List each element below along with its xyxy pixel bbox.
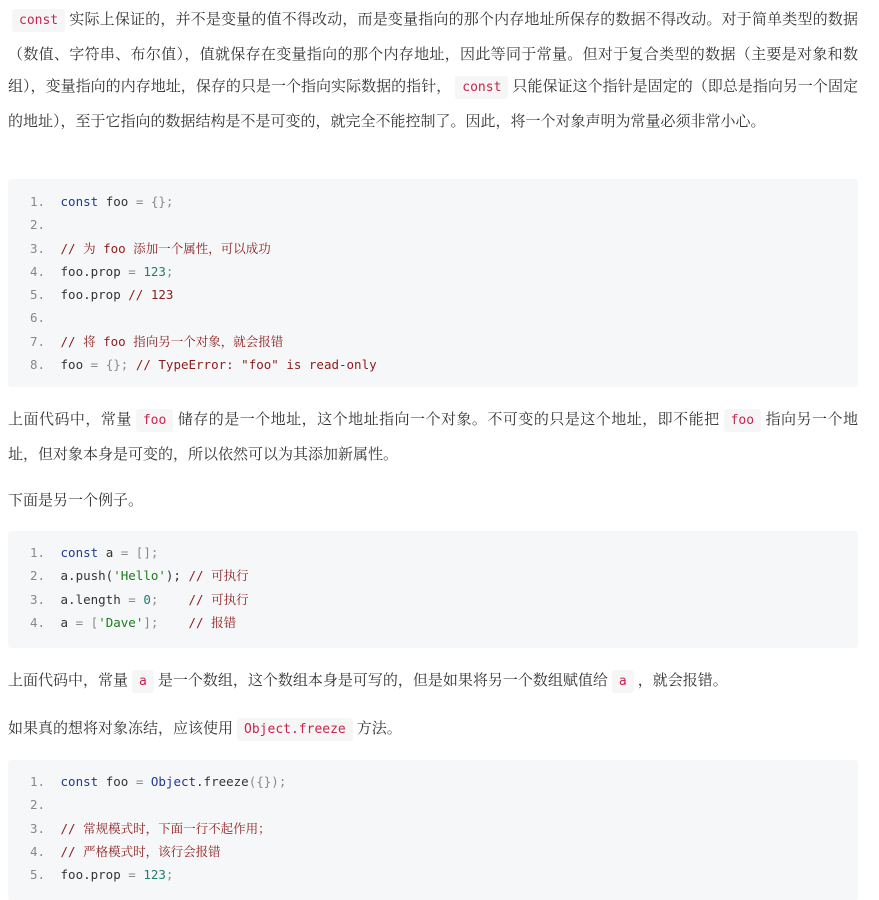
- code-token: // 123: [128, 287, 174, 303]
- code-token: .freeze: [196, 774, 249, 789]
- code-token: ;: [150, 591, 159, 607]
- paragraph-array-explanation: [8, 664, 858, 699]
- code-block-freeze: [8, 760, 858, 900]
- paragraph-text: 只能保证这个指针是固定的（即总是指向另一个固定的地址），至于它指向的数据结构是不是可变的，就完全不能控制了。因此，将一个对象声明为常量必须非常小心。: [8, 77, 858, 130]
- code-line: [30, 213, 858, 236]
- line-number: 4.: [30, 843, 46, 859]
- paragraph-text: 指向另一个地址，但对象本身是可变的，所以依然可以为其添加新属性。: [8, 410, 858, 463]
- code-token: =: [135, 194, 144, 209]
- line-number: 2.: [30, 797, 46, 813]
- code-token: [158, 615, 188, 630]
- line-number: 3.: [30, 820, 46, 836]
- code-token: 123: [143, 867, 166, 883]
- code-token: ;: [165, 263, 174, 279]
- code-line: [30, 190, 858, 213]
- code-token: foo: [60, 357, 91, 373]
- code-token: =: [75, 614, 84, 630]
- line-number: 4.: [30, 614, 46, 630]
- code-token: );: [165, 568, 181, 584]
- code-token: const: [60, 545, 99, 560]
- code-token: // 报错: [188, 614, 237, 630]
- code-token: 'Dave': [98, 614, 144, 630]
- code-token: const: [60, 774, 99, 789]
- code-token: // TypeError: "foo" is read-only: [135, 357, 377, 373]
- code-token: // 将 foo 指向另一个对象，就会报错: [60, 333, 284, 349]
- code-token: [158, 592, 188, 607]
- code-token: =: [128, 263, 136, 279]
- paragraph-text: 实际上保证的，并不是变量的值不得改动，而是变量指向的那个内存地址所保存的数据不得改动。对于简单类型的数据（数值、字符串、布尔值），值就保存在变量指向的那个内存地址，因此等同于常量。但对于复合类型的数据（主要是对象和数组），变量指向的内存地址，保存的只是一个指向实际数据的指针，: [8, 10, 858, 95]
- code-token: foo.prop: [60, 867, 129, 883]
- inline-code: Object.freeze: [237, 718, 353, 741]
- code-token: 123: [143, 263, 166, 279]
- line-number: 6.: [30, 310, 46, 326]
- code-token: ;: [165, 867, 174, 883]
- paragraph-text: 储存的是一个地址，这个地址指向一个对象。不可变的只是这个地址，即不能把: [177, 410, 720, 428]
- code-token: // 为 foo 添加一个属性，可以成功: [60, 240, 271, 256]
- paragraph-const-explanation: [8, 3, 858, 137]
- paragraph-text: 上面代码中，常量: [8, 410, 132, 428]
- paragraph-text: 上面代码中，常量: [8, 671, 129, 689]
- code-token: =: [128, 867, 136, 883]
- code-line: [30, 863, 858, 886]
- paragraph-object-freeze: [8, 712, 858, 747]
- code-token: a: [60, 614, 76, 630]
- code-token: foo: [98, 774, 136, 789]
- code-token: {};: [98, 357, 136, 373]
- code-token: // 严格模式时，该行会报错: [60, 843, 221, 859]
- code-token: {};: [143, 194, 174, 209]
- inline-code: const: [12, 9, 65, 32]
- code-block-array: [8, 531, 858, 648]
- inline-code: foo: [724, 409, 761, 432]
- line-number: 2.: [30, 217, 46, 233]
- line-number: 2.: [30, 568, 46, 584]
- code-line: [30, 541, 858, 564]
- code-token: =: [135, 774, 144, 789]
- code-token: foo.prop: [60, 263, 129, 279]
- code-line: [30, 260, 858, 283]
- line-number: 4.: [30, 263, 46, 279]
- line-number: 5.: [30, 287, 46, 303]
- line-number: 1.: [30, 774, 46, 789]
- line-number: 3.: [30, 591, 46, 607]
- inline-code: a: [612, 670, 634, 693]
- code-token: foo.prop: [60, 287, 129, 303]
- code-block-foo-object: [8, 179, 858, 387]
- inline-code: const: [455, 76, 508, 99]
- inline-code: foo: [136, 409, 173, 432]
- code-token: =: [90, 357, 99, 373]
- code-token: ({});: [248, 774, 287, 789]
- code-token: a: [98, 545, 121, 560]
- code-token: const: [60, 194, 99, 209]
- code-token: Object: [150, 774, 197, 789]
- line-number: 7.: [30, 333, 46, 349]
- code-line: [30, 353, 858, 376]
- code-line: [30, 237, 858, 260]
- code-token: // 可执行: [180, 568, 249, 584]
- code-token: =: [120, 545, 129, 560]
- paragraph-text: ，就会报错。: [637, 671, 728, 689]
- code-line: [30, 793, 858, 816]
- line-number: 8.: [30, 357, 46, 373]
- code-token: =: [128, 591, 136, 607]
- inline-code: a: [132, 670, 154, 693]
- code-line: [30, 817, 858, 840]
- code-line: [30, 611, 858, 634]
- line-number: 1.: [30, 194, 46, 209]
- code-token: // 常规模式时，下面一行不起作用；: [60, 820, 271, 836]
- code-token: a.length: [60, 591, 129, 607]
- code-token: a.push(: [60, 568, 114, 584]
- code-line: [30, 564, 858, 587]
- code-token: [143, 774, 151, 789]
- code-token: [: [83, 614, 99, 630]
- code-line: [30, 330, 858, 353]
- code-line: [30, 840, 858, 863]
- line-number: 5.: [30, 867, 46, 883]
- code-token: [];: [128, 545, 159, 560]
- paragraph-text: 下面是另一个例子。: [8, 491, 144, 509]
- paragraph-another-example: [8, 484, 858, 517]
- paragraph-text: 是一个数组，这个数组本身是可写的，但是如果将另一个数组赋值给: [157, 671, 608, 689]
- paragraph-text: 方法。: [356, 719, 402, 737]
- code-line: [30, 283, 858, 306]
- code-token: 0: [143, 591, 151, 607]
- code-token: foo: [98, 194, 136, 209]
- paragraph-foo-address: [8, 403, 858, 470]
- paragraph-text: 如果真的想将对象冻结，应该使用: [8, 719, 234, 737]
- code-line: [30, 770, 858, 793]
- code-token: // 可执行: [188, 591, 249, 607]
- line-number: 3.: [30, 240, 46, 256]
- code-token: ];: [143, 614, 159, 630]
- code-line: [30, 306, 858, 329]
- code-token: 'Hello': [113, 568, 166, 584]
- line-number: 1.: [30, 545, 46, 560]
- code-line: [30, 588, 858, 611]
